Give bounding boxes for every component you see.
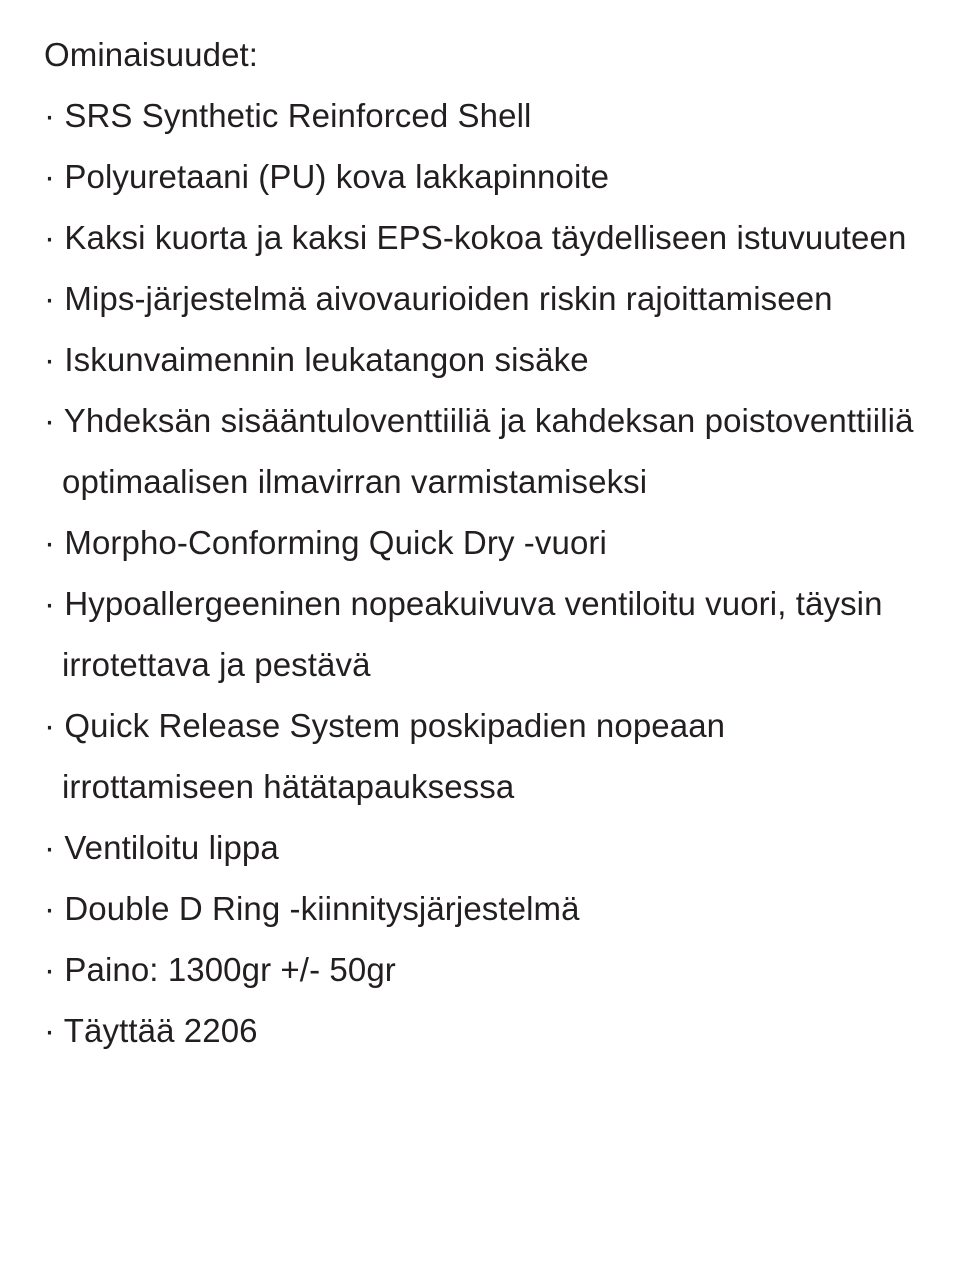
list-item-label: Hypoallergeeninen nopeakuivuva ventiloitu vuori, täysin irrotettava ja pestävä — [62, 585, 883, 683]
list-item-label: Iskunvaimennin leukatangon sisäke — [64, 341, 589, 378]
list-item — [44, 573, 916, 695]
list-item — [44, 329, 916, 390]
bullet-icon: · — [44, 280, 56, 317]
feature-list — [44, 85, 916, 1061]
bullet-icon: · — [44, 951, 56, 988]
list-item — [44, 939, 916, 1000]
list-item-label: Polyuretaani (PU) kova lakkapinnoite — [64, 158, 610, 195]
list-item — [44, 268, 916, 329]
list-item-label: Quick Release System poskipadien nopeaan irrottamiseen hätätapauksessa — [62, 707, 726, 805]
list-item-label: Ventiloitu lippa — [64, 829, 279, 866]
bullet-icon: · — [44, 829, 56, 866]
list-item-label: Double D Ring -kiinnitysjärjestelmä — [64, 890, 580, 927]
list-item-label: Yhdeksän sisääntuloventtiiliä ja kahdeksan poistoventtiiliä optimaalisen ilmavirran varmistamiseksi — [62, 402, 914, 500]
bullet-icon: · — [44, 585, 56, 622]
list-item — [44, 390, 916, 512]
list-item — [44, 817, 916, 878]
bullet-icon: · — [44, 219, 56, 256]
bullet-icon: · — [44, 890, 56, 927]
list-item-label: Paino: 1300gr +/- 50gr — [64, 951, 396, 988]
list-item — [44, 85, 916, 146]
list-item — [44, 207, 916, 268]
product-specifications-block — [44, 24, 916, 1061]
page-title: Ominaisuudet: — [44, 36, 259, 73]
list-item-label: Kaksi kuorta ja kaksi EPS-kokoa täydelliseen istuvuuteen — [64, 219, 907, 256]
list-item — [44, 1000, 916, 1061]
list-item-label: Täyttää 2206 — [63, 1012, 258, 1049]
list-item — [44, 695, 916, 817]
bullet-icon: · — [44, 341, 56, 378]
bullet-icon: · — [44, 158, 56, 195]
bullet-icon: · — [44, 1012, 56, 1049]
bullet-icon: · — [44, 97, 56, 134]
list-item-label: SRS Synthetic Reinforced Shell — [64, 97, 532, 134]
list-item — [44, 512, 916, 573]
bullet-icon: · — [44, 524, 56, 561]
list-item-label: Mips-järjestelmä aivovaurioiden riskin rajoittamiseen — [64, 280, 833, 317]
bullet-icon: · — [44, 707, 56, 744]
bullet-icon: · — [44, 402, 56, 439]
list-item — [44, 146, 916, 207]
list-item — [44, 878, 916, 939]
list-item-label: Morpho-Conforming Quick Dry -vuori — [64, 524, 607, 561]
